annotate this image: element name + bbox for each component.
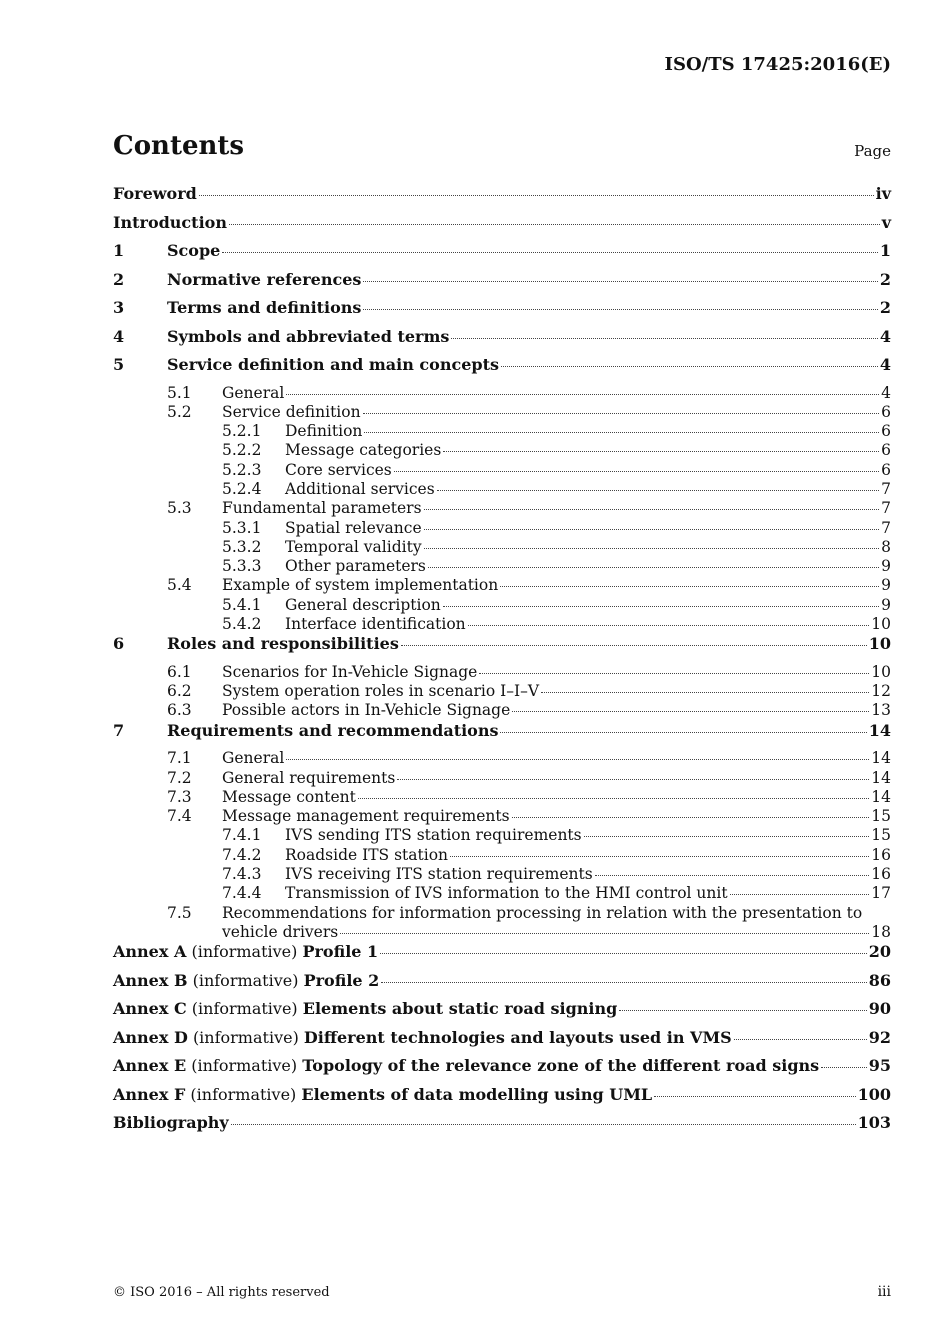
toc-entry-number: 7.4 <box>167 807 192 826</box>
toc-entry[interactable] <box>113 355 891 384</box>
toc-entry-title: Additional services <box>285 479 435 498</box>
toc-entry-number: 5.3.3 <box>222 557 262 576</box>
toc-entry-number: 7.4.3 <box>222 865 262 884</box>
toc-entry-number: 5.4.1 <box>222 595 262 614</box>
annex-kind: (informative) <box>191 999 298 1019</box>
toc-entry-title: Message management requirements <box>222 807 510 826</box>
toc-entry-title: System operation roles in scenario I–I–V <box>222 682 540 701</box>
toc-entry-number: 7 <box>113 720 125 740</box>
toc-entry-number: 6.2 <box>167 682 192 701</box>
dot-leader <box>512 817 870 818</box>
dot-leader <box>428 567 879 568</box>
dot-leader <box>286 394 879 395</box>
dot-leader <box>340 933 869 934</box>
document-id: ISO/TS 17425:2016(E) <box>664 54 891 75</box>
toc-entry-title <box>113 999 617 1018</box>
toc-entry-page: 4 <box>879 355 891 374</box>
toc-entry-number: 1 <box>113 241 125 260</box>
dot-leader <box>468 625 870 626</box>
toc-entry-page: 14 <box>871 787 891 806</box>
annex-label: Annex A <box>113 942 187 962</box>
toc-entry-title: Core services <box>285 460 392 479</box>
dot-leader <box>821 1067 867 1068</box>
toc-entry-page: 2 <box>879 269 891 289</box>
toc-entry[interactable] <box>113 615 891 634</box>
toc-entry-title-continued: vehicle drivers <box>222 922 339 941</box>
annex-label: Annex C <box>113 999 187 1019</box>
toc-entry-title: Bibliography <box>113 1113 229 1133</box>
toc-entry-page: 6 <box>881 441 891 460</box>
toc-entry-title: Message content <box>222 787 356 806</box>
toc-entry-title: Fundamental parameters <box>222 499 422 518</box>
toc-entry[interactable] <box>113 826 891 845</box>
toc-entry-title: Transmission of IVS information to the HMI control unit <box>285 884 728 903</box>
annex-title: Elements about static road signing <box>302 999 618 1019</box>
toc-entry[interactable] <box>113 807 891 826</box>
toc-entry-page: 9 <box>881 576 891 595</box>
toc-entry[interactable] <box>113 184 891 213</box>
toc-entry[interactable] <box>113 403 891 422</box>
toc-entry-number: 5.4.2 <box>222 615 262 634</box>
toc-entry-page: 17 <box>871 884 891 903</box>
toc-entry-title: Foreword <box>113 184 197 203</box>
toc-entry[interactable] <box>113 682 891 701</box>
toc-entry-page: 7 <box>881 479 891 498</box>
toc-entry-title: General <box>222 383 285 402</box>
toc-entry-page: 15 <box>871 807 891 826</box>
toc-entry-title: Other parameters <box>285 557 426 576</box>
toc-entry[interactable] <box>113 461 891 480</box>
toc-entry-page: 9 <box>881 595 891 614</box>
toc-entry-page: 86 <box>868 970 891 990</box>
dot-leader <box>222 252 878 253</box>
toc-entry-title: General description <box>285 595 441 614</box>
toc-entry-title: Symbols and abbreviated terms <box>167 326 450 346</box>
toc-entry-page: 10 <box>871 662 891 681</box>
toc-entry-page: 90 <box>868 999 891 1019</box>
toc-entry-page: 6 <box>881 460 891 479</box>
toc-entry-number: 4 <box>113 326 125 346</box>
toc-entry[interactable] <box>113 327 891 356</box>
toc-entry[interactable] <box>113 769 891 788</box>
annex-title: Profile 2 <box>303 970 380 990</box>
toc-entry-title: Scenarios for In-Vehicle Signage <box>222 662 478 681</box>
toc-entry-page: 12 <box>871 682 891 701</box>
toc-entry[interactable] <box>113 904 891 943</box>
dot-leader <box>443 451 879 452</box>
toc-entry[interactable] <box>113 241 891 270</box>
toc-entry[interactable] <box>113 1028 891 1057</box>
toc-entry[interactable] <box>113 634 891 663</box>
toc-entry[interactable] <box>113 538 891 557</box>
dot-leader <box>380 953 867 954</box>
dot-leader <box>424 548 880 549</box>
toc-entry-title: Example of system implementation <box>222 576 499 595</box>
toc-entry-page: 20 <box>868 942 891 962</box>
toc-entry-title: Possible actors in In-Vehicle Signage <box>222 701 511 720</box>
dot-leader <box>397 779 869 780</box>
dot-leader <box>443 606 879 607</box>
toc-entry-title: IVS sending ITS station requirements <box>285 826 582 845</box>
toc-entry-number: 5.1 <box>167 383 192 402</box>
toc-entry-number: 5 <box>113 355 125 374</box>
dot-leader <box>595 875 870 876</box>
toc-entry-title: Normative references <box>167 269 362 289</box>
dot-leader <box>199 195 874 196</box>
toc-entry[interactable] <box>113 846 891 865</box>
toc-entry-title: Spatial relevance <box>285 518 422 537</box>
dot-leader <box>424 529 879 530</box>
toc-entry-page: 10 <box>871 615 891 634</box>
toc-entry-number: 7.4.4 <box>222 884 262 903</box>
toc-entry-page: 4 <box>881 383 891 402</box>
toc-entry-number: 6.3 <box>167 701 192 720</box>
toc-entry-page: 2 <box>879 298 891 317</box>
toc-entry-page: 14 <box>868 720 891 740</box>
annex-title: Profile 1 <box>302 942 379 962</box>
toc-entry[interactable] <box>113 596 891 615</box>
toc-entry[interactable] <box>113 519 891 538</box>
toc-entry[interactable] <box>113 971 891 1000</box>
annex-title: Different technologies and layouts used in VMS <box>303 1027 732 1047</box>
toc-entry-number: 5.2.1 <box>222 422 262 441</box>
dot-leader <box>381 982 866 983</box>
page-title: Contents <box>113 131 245 161</box>
toc-entry[interactable] <box>113 701 891 720</box>
toc-entry[interactable] <box>113 749 891 768</box>
toc-entry[interactable] <box>113 1056 891 1085</box>
toc-entry-title <box>113 1028 732 1047</box>
copyright-notice: © ISO 2016 – All rights reserved <box>113 1285 330 1300</box>
annex-kind: (informative) <box>192 1027 299 1047</box>
toc-entry-title: Definition <box>285 422 363 441</box>
annex-kind: (informative) <box>191 942 298 962</box>
toc-entry-title: Service definition <box>222 402 361 421</box>
dot-leader <box>501 366 878 367</box>
toc-entry-title <box>113 1056 819 1075</box>
toc-entry-number: 7.2 <box>167 768 192 787</box>
table-of-contents <box>113 184 891 1142</box>
toc-entry-page: 16 <box>871 865 891 884</box>
toc-entry[interactable] <box>113 298 891 327</box>
toc-entry-page: iv <box>875 184 891 203</box>
dot-leader <box>364 432 879 433</box>
toc-entry[interactable] <box>113 865 891 884</box>
toc-entry-page: 103 <box>857 1113 891 1133</box>
toc-entry-title <box>113 942 378 961</box>
toc-entry-title: IVS receiving ITS station requirements <box>285 865 593 884</box>
toc-entry-number: 5.3.1 <box>222 518 262 537</box>
toc-entry-page: 100 <box>857 1084 891 1104</box>
dot-leader <box>231 1124 856 1125</box>
toc-entry[interactable] <box>113 999 891 1028</box>
annex-title: Elements of data modelling using UML <box>301 1084 653 1104</box>
toc-entry-title: Message categories <box>285 441 442 460</box>
toc-entry-page: 16 <box>871 845 891 864</box>
annex-title: Topology of the relevance zone of the different road signs <box>302 1056 820 1076</box>
dot-leader <box>730 894 870 895</box>
toc-entry[interactable] <box>113 422 891 441</box>
toc-entry-title: Introduction <box>113 212 227 232</box>
toc-entry-title <box>113 971 379 990</box>
toc-entry-number: 3 <box>113 298 125 317</box>
toc-entry-number: 6 <box>113 634 125 654</box>
annex-label: Annex B <box>113 970 188 990</box>
toc-entry[interactable] <box>113 942 891 971</box>
toc-entry-page: v <box>881 212 891 232</box>
toc-entry[interactable] <box>113 557 891 576</box>
toc-entry-number: 5.2.2 <box>222 441 262 460</box>
dot-leader <box>479 673 869 674</box>
toc-entry-number: 7.1 <box>167 749 192 768</box>
dot-leader <box>358 798 869 799</box>
dot-leader <box>619 1010 866 1011</box>
toc-entry[interactable] <box>113 270 891 299</box>
dot-leader <box>584 836 870 837</box>
page-column-label: Page <box>854 142 891 160</box>
toc-entry-page: 4 <box>879 326 891 346</box>
toc-entry[interactable] <box>113 213 891 242</box>
toc-entry-page: 14 <box>871 749 891 768</box>
dot-leader <box>500 586 879 587</box>
dot-leader <box>363 281 877 282</box>
dot-leader <box>437 490 879 491</box>
annex-kind: (informative) <box>190 1084 297 1104</box>
toc-entry-number: 7.4.2 <box>222 845 262 864</box>
annex-label: Annex F <box>113 1084 186 1104</box>
toc-entry-title: General requirements <box>222 768 396 787</box>
toc-entry-number: 6.1 <box>167 662 192 681</box>
toc-entry[interactable] <box>113 663 891 682</box>
annex-label: Annex D <box>113 1027 188 1047</box>
toc-entry-page: 7 <box>881 518 891 537</box>
toc-entry-number: 5.3 <box>167 499 192 518</box>
toc-entry-title: Temporal validity <box>285 537 422 556</box>
toc-entry-number: 5.2.4 <box>222 479 262 498</box>
toc-entry-title: Interface identification <box>285 615 466 634</box>
page-number: iii <box>877 1284 891 1300</box>
dot-leader <box>424 509 880 510</box>
toc-entry-number: 2 <box>113 269 125 289</box>
toc-entry[interactable] <box>113 441 891 460</box>
toc-entry-page: 8 <box>881 537 891 556</box>
toc-entry-page: 9 <box>881 557 891 576</box>
toc-entry[interactable] <box>113 1113 891 1142</box>
toc-entry-page: 1 <box>879 241 891 260</box>
dot-leader <box>451 338 877 339</box>
dot-leader <box>286 759 869 760</box>
toc-entry[interactable] <box>113 1085 891 1114</box>
toc-entry-page: 15 <box>871 826 891 845</box>
toc-entry[interactable] <box>113 384 891 403</box>
toc-entry[interactable] <box>113 480 891 499</box>
toc-entry-page: 6 <box>881 422 891 441</box>
toc-entry-title: Requirements and recommendations <box>167 720 499 740</box>
dot-leader <box>654 1096 855 1097</box>
toc-entry-page: 18 <box>871 922 891 941</box>
dot-leader <box>450 856 869 857</box>
dot-leader <box>541 692 869 693</box>
toc-entry-title: Roadside ITS station <box>285 845 449 864</box>
toc-entry-number: 7.4.1 <box>222 826 262 845</box>
dot-leader <box>363 309 877 310</box>
toc-entry-number: 5.3.2 <box>222 537 262 556</box>
dot-leader <box>401 645 867 646</box>
toc-entry-page: 95 <box>868 1056 891 1076</box>
dot-leader <box>500 732 866 733</box>
dot-leader <box>512 711 869 712</box>
toc-entry-number: 5.2 <box>167 402 192 421</box>
dot-leader <box>229 224 880 225</box>
toc-entry-number: 5.2.3 <box>222 460 262 479</box>
toc-entry[interactable] <box>113 576 891 595</box>
dot-leader <box>394 471 879 472</box>
toc-entry-title: Scope <box>167 241 221 260</box>
toc-entry-title: General <box>222 749 285 768</box>
toc-entry-page: 6 <box>881 402 891 421</box>
toc-entry[interactable] <box>113 721 891 750</box>
dot-leader <box>363 413 880 414</box>
toc-entry-page: 7 <box>881 499 891 518</box>
toc-entry-title: Roles and responsibilities <box>167 634 399 654</box>
toc-entry-title: Terms and definitions <box>167 298 362 317</box>
toc-entry[interactable] <box>113 884 891 903</box>
toc-entry-page: 14 <box>871 768 891 787</box>
toc-entry-page: 13 <box>871 701 891 720</box>
toc-entry[interactable] <box>113 499 891 518</box>
toc-entry-page: 92 <box>868 1027 891 1047</box>
toc-entry-number: 5.4 <box>167 576 192 595</box>
annex-kind: (informative) <box>192 970 299 990</box>
toc-entry-number: 7.5 <box>167 903 192 922</box>
toc-entry[interactable] <box>113 788 891 807</box>
toc-entry-title <box>113 1085 652 1104</box>
annex-label: Annex E <box>113 1056 187 1076</box>
toc-entry-title: Recommendations for information processing in relation with the presentation to <box>222 903 863 922</box>
annex-kind: (informative) <box>191 1056 298 1076</box>
toc-entry-number: 7.3 <box>167 787 192 806</box>
dot-leader <box>734 1039 867 1040</box>
toc-entry-title: Service definition and main concepts <box>167 355 499 374</box>
toc-entry-page: 10 <box>868 634 891 654</box>
